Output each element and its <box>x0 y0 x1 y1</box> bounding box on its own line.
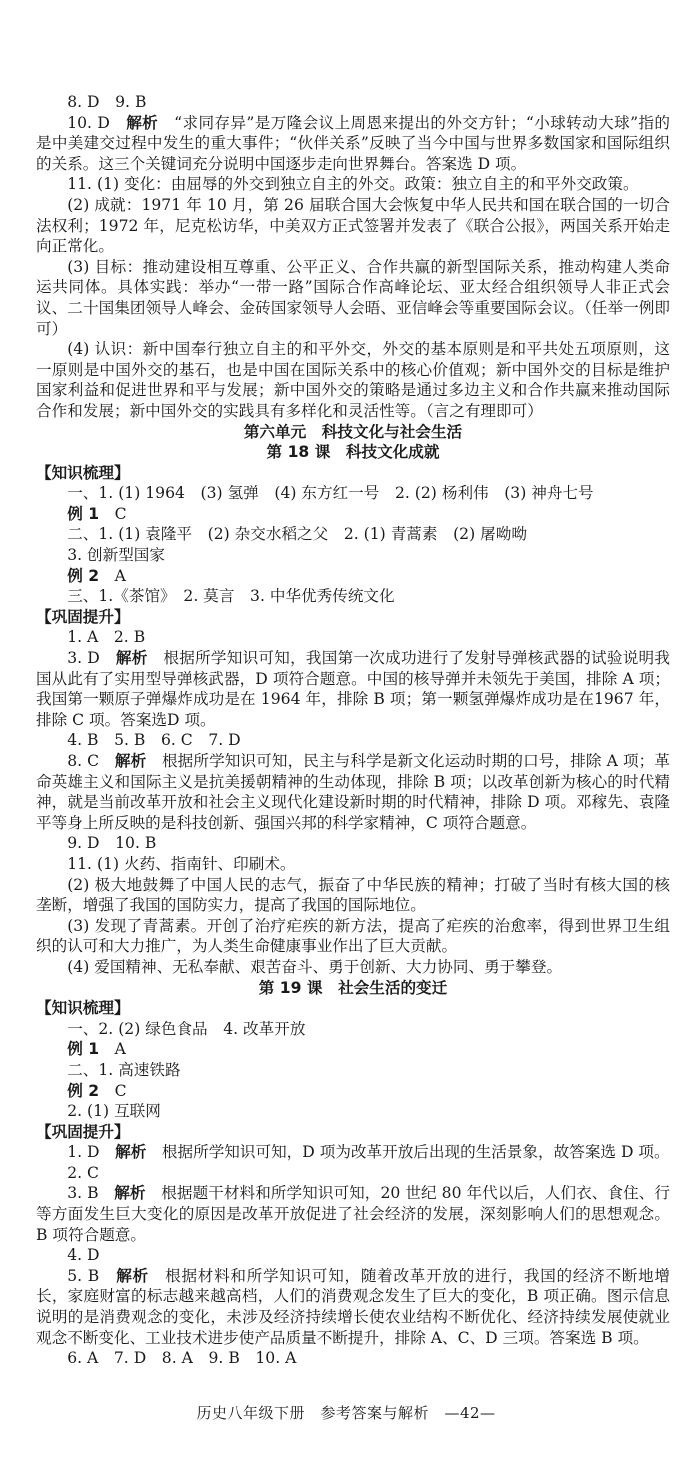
answer-paragraph: (2) 极大地鼓舞了中国人民的志气，振奋了中华民族的精神；打破了当时有核大国的核垄断，增强了我国的国防实力，提高了我国的国际地位。 <box>36 875 670 915</box>
answer-paragraph <box>36 1183 670 1245</box>
example-answer: C <box>99 1081 127 1100</box>
answer-paragraph <box>36 648 670 730</box>
answer-number: 8. C <box>67 752 115 770</box>
answer-line: 二、1. 高速铁路 <box>67 1060 181 1079</box>
answer-line: 4. B 5. B 6. C 7. D <box>67 731 241 750</box>
answer-number: 3. B <box>67 1184 115 1203</box>
analysis-text: 根据所学知识可知，D 项为改革开放后出现的生活景象，故答案选 D 项。 <box>146 1143 670 1162</box>
example-label: 例 2 <box>67 1081 100 1100</box>
analysis-label: 解析 <box>114 1184 146 1203</box>
answer-line: 2. C <box>67 1163 99 1182</box>
answer-paragraph: 11. (1) 变化：由屈辱的外交到独立自主的外交。政策：独立自主的和平外交政策。 <box>67 175 639 194</box>
answer-paragraph: (3) 发现了青蒿素。开创了治疗疟疾的新方法，提高了疟疾的治愈率，得到世界卫生组织的认可和大力推广，为人类生命健康事业作出了巨大贡献。 <box>36 916 670 956</box>
analysis-label: 解析 <box>114 752 147 770</box>
answer-paragraph: (3) 目标：推动建设相互尊重、公平正义、合作共赢的新型国际关系，推动构建人类命运共同体。具体实践：举办“一带一路”国际合作高峰论坛、亚太经合组织领导人非正式会议、二十国集团领导人峰会、金砖国家领导人会晤、亚信峰会等重要国际会议。（任举一例即可） <box>36 257 670 338</box>
answer-number: 5. B <box>67 1266 117 1285</box>
section-heading: 【知识梳理】 <box>36 999 130 1018</box>
answer-paragraph <box>36 751 670 833</box>
analysis-text: 根据所学知识可知，我国第一次成功进行了发射导弹核武器的试验说明我国从此有了实用型导弹核武器，D 项符合题意。中国的核导弹并未领先于美国，排除 A 项；我国第一颗原子弹爆炸成功是在 1964 年，排除 B 项；第一颗氢弹爆炸成功是在1967 年，排除 C 项。答案选D 项。 <box>36 649 670 729</box>
example-label: 例 1 <box>67 504 100 523</box>
answer-line: 4. D <box>67 1246 100 1265</box>
answer-number: 10. D <box>67 113 127 132</box>
analysis-text: “求同存异”是万隆会议上周恩来提出的外交方针；“小球转动大球”指的是中美建交过程中发生的重大事件；“伙伴关系”反映了当今中国与世界多数国家和国际组织的关系。这三个关键词充分说明中国逐步走向世界舞台。答案选 D 项。 <box>36 113 670 173</box>
answer-line: 1. A 2. B <box>67 628 146 647</box>
analysis-label: 解析 <box>115 1143 147 1162</box>
answer-line: 3. 创新型国家 <box>67 546 165 565</box>
analysis-text: 根据材料和所学知识可知，随着改革开放的进行，我国的经济不断地增长，家庭财富的标志越来越高档，人们的消费观念发生了巨大的变化，B 项正确。图示信息说明的是消费观念的变化，未涉及经济持续增长使农业结构不断优化、经济持续发展使就业观念不断变化、工业技术进步使产品质量不断提升，排除 A、C、D 三项。答案选 B 项。 <box>36 1266 670 1347</box>
analysis-text: 根据所学知识可知，民主与科学是新文化运动时期的口号，排除 A 项；革命英雄主义和国际主义是抗美援朝精神的生动体现，排除 B 项；以改革创新为核心的时代精神，就是当前改革开放和社会主义现代化建设新时期的时代精神，排除 D 项。邓稼先、袁隆平等身上所反映的是科技创新、强国兴邦的科学家精神，C 项符合题意。 <box>36 752 670 832</box>
analysis-label: 解析 <box>115 649 148 668</box>
answer-line: 6. A 7. D 8. A 9. B 10. A <box>67 1349 297 1368</box>
example-line <box>36 1081 670 1102</box>
analysis-label: 解析 <box>116 1266 149 1285</box>
answer-line: 一、1. (1) 1964 (3) 氢弹 (4) 东方红一号 2. (2) 杨利伟 (3) 神舟七号 <box>67 484 594 503</box>
answer-paragraph: (2) 成就：1971 年 10 月，第 26 届联合国大会恢复中华人民共和国在联合国的一切合法权利；1972 年，尼克松访华，中美双方正式签署并发表了《联合公报》，两国关系开始走向正常化。 <box>36 195 670 256</box>
example-line <box>36 504 670 525</box>
answer-paragraph <box>36 1142 670 1163</box>
answer-paragraph <box>36 1266 670 1348</box>
answer-line: 2. (1) 互联网 <box>67 1102 161 1121</box>
answer-paragraph <box>36 113 670 175</box>
analysis-label: 解析 <box>126 113 159 132</box>
answer-number: 1. D <box>67 1143 116 1162</box>
example-line <box>36 566 670 587</box>
example-label: 例 2 <box>67 566 100 585</box>
answer-number: 3. D <box>67 649 116 668</box>
lesson-title: 第 18 课 科技文化成就 <box>266 443 440 462</box>
answer-line: 三、1.《茶馆》 2. 莫言 3. 中华优秀传统文化 <box>67 587 395 606</box>
example-line <box>36 1039 670 1060</box>
answer-line: 一、2. (2) 绿色食品 4. 改革开放 <box>67 1019 306 1038</box>
example-label: 例 1 <box>67 1040 100 1059</box>
unit-title: 第六单元 科技文化与社会生活 <box>243 422 463 441</box>
answer-line: 9. D 10. B <box>67 834 157 853</box>
answer-line: 二、1. (1) 袁隆平 (2) 杂交水稻之父 2. (1) 青蒿素 (2) 屠呦呦 <box>67 525 527 544</box>
answer-line: 11. (1) 火药、指南针、印刷术。 <box>67 854 296 873</box>
example-answer: A <box>99 566 126 585</box>
example-answer: C <box>99 504 127 523</box>
answer-line: 8. D 9. B <box>67 93 147 111</box>
answer-paragraph: (4) 认识：新中国奉行独立自主的和平外交，外交的基本原则是和平共处五项原则，这一原则是中国外交的基石，也是中国在国际关系中的核心价值观；新中国外交的目标是维护国家利益和促进世界和平与发展；新中国外交的策略是通过多边主义和合作共赢来推动国际合作和发展；新中国外交的实践具有多样化和灵活性等。（言之有理即可） <box>36 340 670 420</box>
lesson-title: 第 19 课 社会生活的变迁 <box>258 978 448 997</box>
section-heading: 【巩固提升】 <box>36 1122 130 1141</box>
page-footer: 历史八年级下册 参考答案与解析 —42— <box>196 1404 496 1422</box>
analysis-text: 根据题干材料和所学知识可知，20 世纪 80 年代以后，人们衣、食住、行等方面发生巨大变化的原因是改革开放促进了社会经济的发展，深刻影响人们的思想观念。B 项符合题意。 <box>36 1184 670 1244</box>
section-heading: 【巩固提升】 <box>36 607 130 626</box>
section-heading: 【知识梳理】 <box>36 463 130 482</box>
page-content <box>36 92 670 1369</box>
answer-paragraph: (4) 爱国精神、无私奉献、艰苦奋斗、勇于创新、大力协同、勇于攀登。 <box>67 957 563 976</box>
example-answer: A <box>99 1040 126 1059</box>
